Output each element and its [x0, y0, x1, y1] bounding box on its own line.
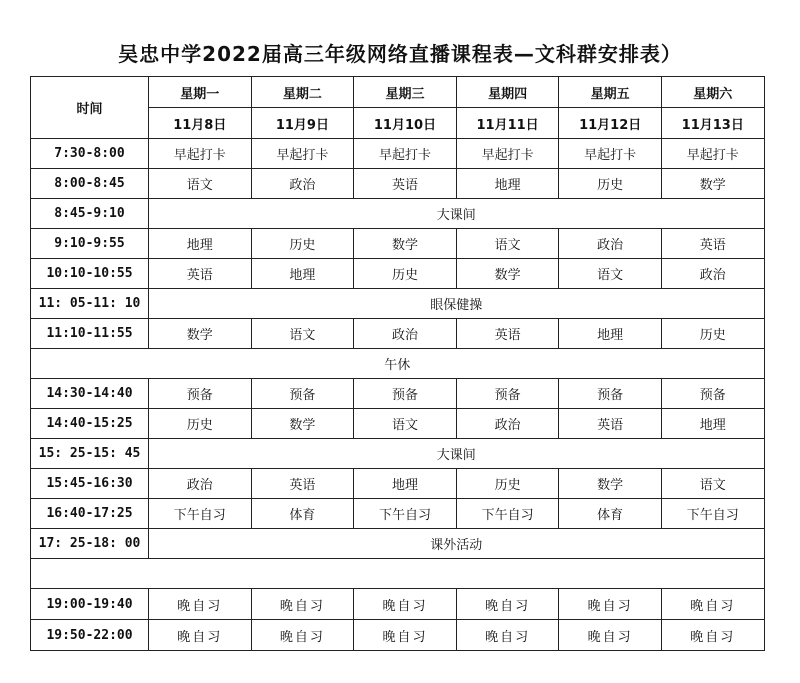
- time-slot: 19:00-19:40: [31, 589, 149, 620]
- time-slot: 11:10-11:55: [31, 319, 149, 349]
- time-slot: 15: 25-15: 45: [31, 439, 149, 469]
- subject-cell: 预备: [149, 379, 252, 409]
- subject-cell: 历史: [559, 169, 662, 199]
- subject-cell: 体育: [559, 499, 662, 529]
- date-header: 11月9日: [251, 108, 354, 139]
- subject-cell: 政治: [559, 229, 662, 259]
- day-header: 星期二: [251, 77, 354, 108]
- day-header: 星期六: [661, 77, 764, 108]
- subject-cell: 晚自习: [149, 589, 252, 620]
- subject-cell: 晚自习: [559, 620, 662, 651]
- date-header: 11月8日: [149, 108, 252, 139]
- schedule-row: [31, 409, 765, 439]
- time-slot: 8:00-8:45: [31, 169, 149, 199]
- subject-cell: 晚自习: [354, 589, 457, 620]
- subject-cell: 早起打卡: [251, 139, 354, 169]
- subject-cell: 数学: [354, 229, 457, 259]
- subject-cell: 晚自习: [456, 620, 559, 651]
- date-header: 11月10日: [354, 108, 457, 139]
- subject-cell: 下午自习: [354, 499, 457, 529]
- subject-cell: 历史: [149, 409, 252, 439]
- subject-cell: 政治: [149, 469, 252, 499]
- page-title: 吴忠中学2022届高三年级网络直播课程表—文科群安排表）: [118, 42, 682, 66]
- subject-cell: 地理: [456, 169, 559, 199]
- schedule-row: [31, 199, 765, 229]
- subject-cell: 英语: [559, 409, 662, 439]
- activity-span: 眼保健操: [149, 289, 765, 319]
- subject-cell: 预备: [251, 379, 354, 409]
- subject-cell: 体育: [251, 499, 354, 529]
- subject-cell: 政治: [456, 409, 559, 439]
- time-slot: 15:45-16:30: [31, 469, 149, 499]
- subject-cell: 早起打卡: [559, 139, 662, 169]
- time-slot: 16:40-17:25: [31, 499, 149, 529]
- subject-cell: 早起打卡: [661, 139, 764, 169]
- subject-cell: 地理: [354, 469, 457, 499]
- time-slot: 7:30-8:00: [31, 139, 149, 169]
- subject-cell: 数学: [456, 259, 559, 289]
- subject-cell: 英语: [661, 229, 764, 259]
- time-slot: 8:45-9:10: [31, 199, 149, 229]
- activity-span: 课外活动: [149, 529, 765, 559]
- time-column-header: 时间: [31, 77, 149, 139]
- day-header: 星期一: [149, 77, 252, 108]
- schedule-table: [30, 76, 765, 651]
- day-header: 星期四: [456, 77, 559, 108]
- schedule-row: [31, 439, 765, 469]
- schedule-row: [31, 589, 765, 620]
- subject-cell: 英语: [354, 169, 457, 199]
- break-row-label: 午休: [31, 349, 765, 379]
- schedule-row: [31, 229, 765, 259]
- schedule-row: [31, 289, 765, 319]
- time-slot: 10:10-10:55: [31, 259, 149, 289]
- subject-cell: 数学: [661, 169, 764, 199]
- subject-cell: 语文: [354, 409, 457, 439]
- subject-cell: 晚自习: [251, 620, 354, 651]
- schedule-row: [31, 620, 765, 651]
- subject-cell: 数学: [149, 319, 252, 349]
- date-header: 11月11日: [456, 108, 559, 139]
- time-slot: 19:50-22:00: [31, 620, 149, 651]
- subject-cell: 语文: [456, 229, 559, 259]
- schedule-row: [31, 349, 765, 379]
- activity-span: 大课间: [149, 199, 765, 229]
- subject-cell: 政治: [354, 319, 457, 349]
- subject-cell: 英语: [456, 319, 559, 349]
- time-slot: 14:40-15:25: [31, 409, 149, 439]
- subject-cell: 历史: [251, 229, 354, 259]
- subject-cell: 数学: [559, 469, 662, 499]
- subject-cell: 预备: [559, 379, 662, 409]
- subject-cell: 晚自习: [149, 620, 252, 651]
- schedule-row: [31, 469, 765, 499]
- schedule-row: [31, 559, 765, 589]
- subject-cell: 早起打卡: [354, 139, 457, 169]
- subject-cell: 下午自习: [456, 499, 559, 529]
- subject-cell: 地理: [149, 229, 252, 259]
- schedule-row: [31, 499, 765, 529]
- schedule-row: [31, 139, 765, 169]
- subject-cell: 预备: [354, 379, 457, 409]
- subject-cell: 政治: [661, 259, 764, 289]
- subject-cell: 历史: [456, 469, 559, 499]
- subject-cell: 预备: [661, 379, 764, 409]
- header-row-days: [31, 77, 765, 108]
- subject-cell: 地理: [559, 319, 662, 349]
- subject-cell: 英语: [149, 259, 252, 289]
- subject-cell: 数学: [251, 409, 354, 439]
- subject-cell: 晚自习: [456, 589, 559, 620]
- activity-span: 大课间: [149, 439, 765, 469]
- subject-cell: 英语: [251, 469, 354, 499]
- time-slot: 14:30-14:40: [31, 379, 149, 409]
- subject-cell: 历史: [661, 319, 764, 349]
- subject-cell: 下午自习: [149, 499, 252, 529]
- schedule-row: [31, 169, 765, 199]
- subject-cell: 晚自习: [661, 589, 764, 620]
- subject-cell: 晚自习: [661, 620, 764, 651]
- subject-cell: 晚自习: [559, 589, 662, 620]
- schedule-row: [31, 379, 765, 409]
- time-slot: 9:10-9:55: [31, 229, 149, 259]
- subject-cell: 下午自习: [661, 499, 764, 529]
- schedule-row: [31, 529, 765, 559]
- subject-cell: 晚自习: [354, 620, 457, 651]
- schedule-row: [31, 319, 765, 349]
- subject-cell: 早起打卡: [456, 139, 559, 169]
- subject-cell: 预备: [456, 379, 559, 409]
- subject-cell: 语文: [559, 259, 662, 289]
- subject-cell: 晚自习: [251, 589, 354, 620]
- time-slot: 11: 05-11: 10: [31, 289, 149, 319]
- schedule-row: [31, 259, 765, 289]
- time-slot: 17: 25-18: 00: [31, 529, 149, 559]
- subject-cell: 语文: [661, 469, 764, 499]
- blank-row: [31, 559, 765, 589]
- day-header: 星期三: [354, 77, 457, 108]
- subject-cell: 政治: [251, 169, 354, 199]
- date-header: 11月13日: [661, 108, 764, 139]
- subject-cell: 历史: [354, 259, 457, 289]
- date-header: 11月12日: [559, 108, 662, 139]
- subject-cell: 地理: [251, 259, 354, 289]
- subject-cell: 地理: [661, 409, 764, 439]
- subject-cell: 早起打卡: [149, 139, 252, 169]
- subject-cell: 语文: [149, 169, 252, 199]
- day-header: 星期五: [559, 77, 662, 108]
- subject-cell: 语文: [251, 319, 354, 349]
